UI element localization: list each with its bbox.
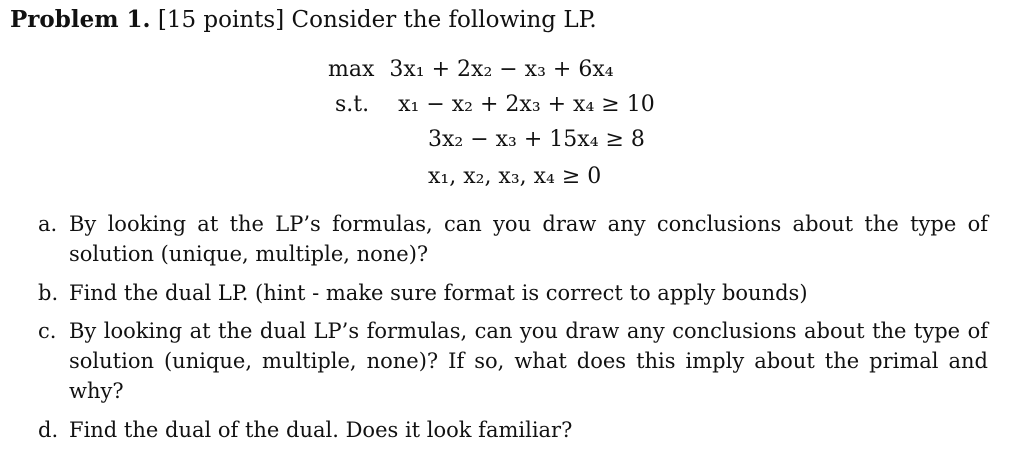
question-part-b <box>38 278 988 308</box>
problem-heading <box>10 5 597 35</box>
question-part-c <box>38 316 988 406</box>
problem-title: Problem 1. <box>10 6 151 33</box>
lp-constraint-row <box>428 124 645 156</box>
lp-constraint-row <box>335 89 655 121</box>
part-marker: c. <box>38 319 57 343</box>
part-text: Find the dual LP. (hint - make sure format is correct to apply bounds) <box>69 281 808 305</box>
lp-constraint-2: 3x₂ − x₃ + 15x₄ ≥ 8 <box>428 127 645 152</box>
part-text: By looking at the LP’s formulas, can you draw any conclusions about the type of solution (unique, multiple, none)? <box>69 212 988 266</box>
part-text: By looking at the dual LP’s formulas, can you draw any conclusions about the type of solution (unique, multiple, none)? If so, what does this imply about the primal and why? <box>69 319 988 403</box>
lp-objective: 3x₁ + 2x₂ − x₃ + 6x₄ <box>389 57 614 82</box>
part-marker: b. <box>38 281 59 305</box>
lp-constraint-label: s.t. <box>335 92 370 117</box>
part-marker: d. <box>38 418 59 442</box>
part-marker: a. <box>38 212 58 236</box>
lp-objective-row <box>328 54 614 86</box>
lp-constraint-row <box>428 161 601 193</box>
lp-objective-label: max <box>328 57 375 82</box>
question-part-d <box>38 415 988 445</box>
part-text: Find the dual of the dual. Does it look familiar? <box>69 418 573 442</box>
question-part-a <box>38 209 988 269</box>
problem-points: [15 points] <box>157 7 285 33</box>
lp-constraint-1: x₁ − x₂ + 2x₃ + x₄ ≥ 10 <box>398 92 655 117</box>
problem-intro: Consider the following LP. <box>291 7 597 33</box>
lp-nonnegativity: x₁, x₂, x₃, x₄ ≥ 0 <box>428 164 602 189</box>
